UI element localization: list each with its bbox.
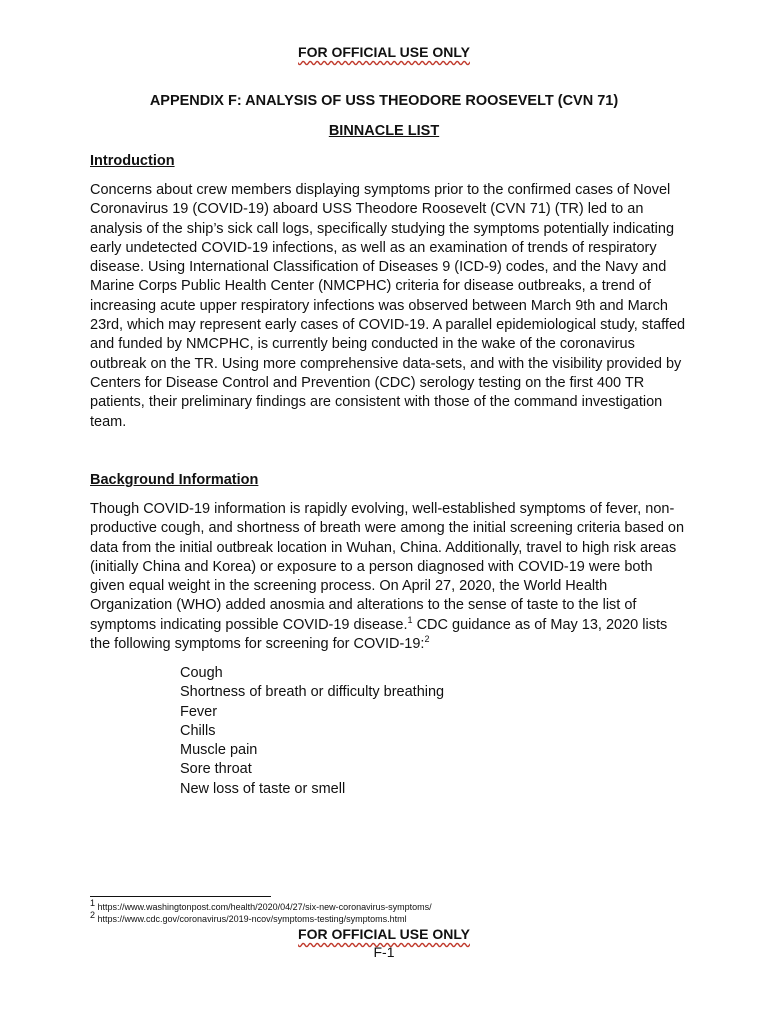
symptom-item: Chills [180, 722, 216, 739]
symptom-item: Sore throat [180, 761, 252, 778]
background-text-part1: Though COVID-19 information is rapidly evolving, well-established symptoms of fever, non-productive cough, and shortness of breath were among the initial screening criteria based on data from the initial outbreak location in Wuhan, China. Additionally, travel to high risk areas (initially China and Korea) or exposure to a person diagnosed with COVID-19 were both given equal weight in the screening process. On April 27, 2020, the World Health Organization (WHO) added anosmia and alterations to the sense of taste to the list of symptoms indicating possible COVID-19 disease. [90, 501, 685, 633]
footnote-url: https://www.cdc.gov/coronavirus/2019-ncov/symptoms-testing/symptoms.html [95, 914, 407, 924]
symptom-item: Shortness of breath or difficulty breathing [180, 684, 445, 701]
symptom-item: Cough [180, 665, 223, 681]
appendix-subtitle: BINNACLE LIST [328, 123, 440, 139]
footnotes [90, 898, 432, 925]
footer-classification-marking: FOR OFFICIAL USE ONLY [298, 926, 470, 942]
footnote-1 [90, 898, 432, 913]
symptom-list [180, 664, 444, 799]
footnote-2 [90, 910, 432, 925]
footnote-number: 1 [90, 898, 96, 908]
page-number: F-1 [373, 944, 395, 960]
introduction-paragraph: Concerns about crew members displaying symptoms prior to the confirmed cases of Novel Coronavirus 19 (COVID-19) aboard USS Theodore Roosevelt (CVN 71) (TR) led to an analysis of the ship’s sick call logs, specifically studying the symptoms potentially indicating early undetected COVID-19 infections, as well as an examination of trends of respiratory disease. Using International Classification of Diseases 9 (ICD-9) codes, and the Navy and Marine Corps Public Health Center (NMCPHC) criteria for disease outbreaks, a trend of increasing acute upper respiratory infections was observed between March 9th and March 23rd, which may represent early cases of COVID-19. A parallel epidemiological study, staffed and funded by NMCPHC, is currently being conducted in the wake of the coronavirus outbreak on the TR. Using more comprehensive data-sets, and with the visibility provided by Centers for Disease Control and Prevention (CDC) serology testing on the first 400 TR patients, their preliminary findings are consistent with those of the command investigation team. [90, 182, 686, 430]
introduction-heading: Introduction [90, 153, 175, 169]
footnote-number: 2 [90, 910, 96, 920]
symptom-item: Fever [180, 703, 218, 720]
header-classification-marking: FOR OFFICIAL USE ONLY [298, 44, 470, 60]
background-heading: Background Information [90, 472, 259, 488]
footnote-url: https://www.washingtonpost.com/health/2020/04/27/six-new-coronavirus-symptoms/ [95, 902, 432, 912]
footnote-divider [90, 896, 271, 897]
footnote-ref-2: 2 [424, 634, 430, 645]
background-text-part2: CDC guidance as of May 13, 2020 lists the following symptoms for screening for COVID-19: [90, 616, 668, 653]
symptom-item: New loss of taste or smell [180, 780, 346, 797]
symptom-item: Muscle pain [180, 742, 258, 759]
background-paragraph [90, 500, 690, 654]
appendix-title: APPENDIX F: ANALYSIS OF USS THEODORE ROOSEVELT (CVN 71) [149, 93, 619, 109]
footnote-ref-1: 1 [407, 614, 413, 625]
